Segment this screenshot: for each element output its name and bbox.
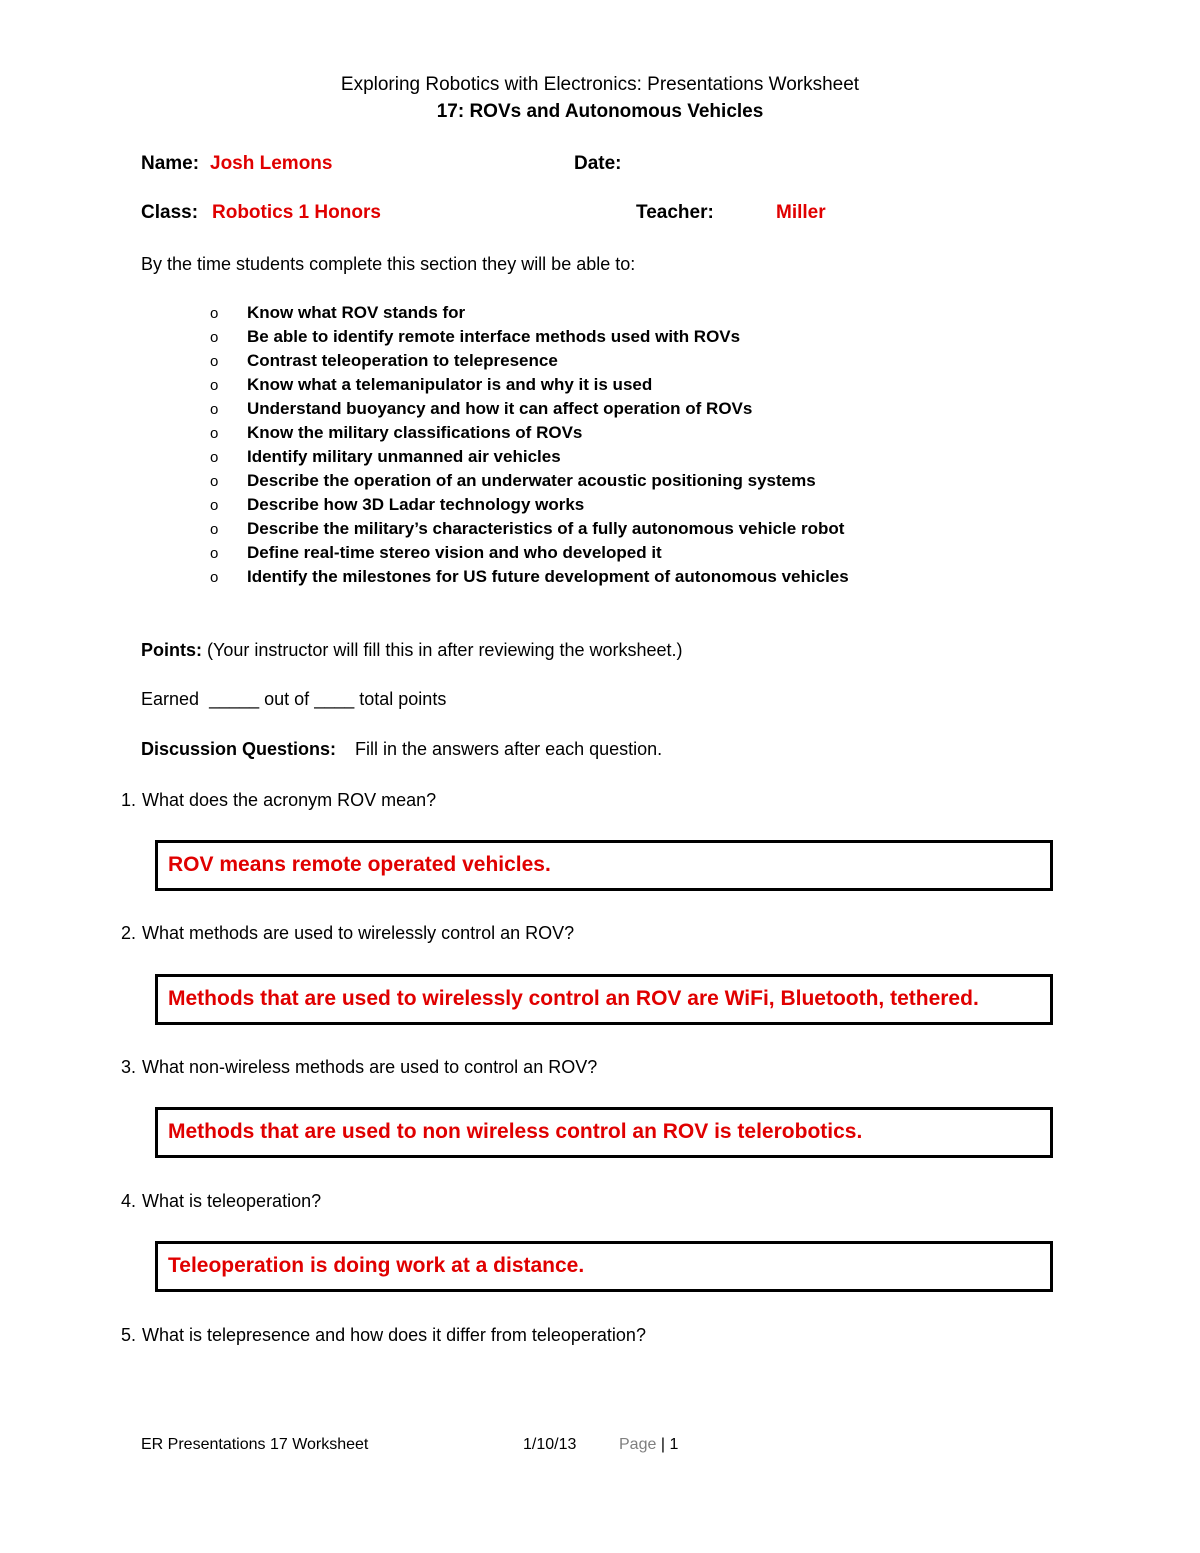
question-number: 5. bbox=[121, 1325, 137, 1345]
date-label: Date: bbox=[574, 153, 622, 174]
bullet: o bbox=[210, 425, 219, 442]
objective-text: Describe how 3D Ladar technology works bbox=[247, 495, 585, 514]
bullet: o bbox=[210, 401, 219, 418]
objectives-list bbox=[210, 301, 849, 589]
question-number: 2. bbox=[121, 923, 137, 943]
footer-page bbox=[619, 1436, 678, 1454]
answer-box-4[interactable] bbox=[155, 1241, 1053, 1292]
answer-text: Methods that are used to non wireless control an ROV is telerobotics. bbox=[168, 1120, 863, 1143]
objective-text: Be able to identify remote interface methods used with ROVs bbox=[247, 327, 741, 346]
earned-blank[interactable]: _____ bbox=[209, 689, 260, 709]
answer-text: Teleoperation is doing work at a distance. bbox=[168, 1254, 585, 1277]
objective-text: Know the military classifications of ROVs bbox=[247, 423, 583, 442]
question-5 bbox=[121, 1325, 646, 1346]
discussion-instructions: Fill in the answers after each question. bbox=[355, 739, 663, 759]
name-label: Name: bbox=[141, 153, 200, 174]
list-item bbox=[210, 469, 849, 493]
points-row bbox=[141, 640, 683, 661]
bullet: o bbox=[210, 569, 219, 586]
question-text: What is telepresence and how does it differ from teleoperation? bbox=[142, 1325, 646, 1345]
bullet: o bbox=[210, 545, 219, 562]
objective-text: Contrast teleoperation to telepresence bbox=[247, 351, 558, 370]
points-note: (Your instructor will fill this in after reviewing the worksheet.) bbox=[207, 640, 683, 660]
list-item bbox=[210, 373, 849, 397]
page-label: Page bbox=[619, 1436, 657, 1453]
answer-box-1[interactable] bbox=[155, 840, 1053, 891]
question-2 bbox=[121, 923, 574, 944]
question-text: What non-wireless methods are used to control an ROV? bbox=[142, 1057, 598, 1077]
question-number: 1. bbox=[121, 790, 137, 810]
objective-text: Know what a telemanipulator is and why it is used bbox=[247, 375, 653, 394]
footer-date: 1/10/13 bbox=[523, 1436, 577, 1453]
page-separator: | bbox=[660, 1436, 665, 1453]
question-number: 3. bbox=[121, 1057, 137, 1077]
points-label: Points: bbox=[141, 640, 202, 660]
bullet: o bbox=[210, 497, 219, 514]
intro-text: By the time students complete this section they will be able to: bbox=[141, 254, 636, 274]
objective-text: Define real-time stereo vision and who developed it bbox=[247, 543, 662, 562]
page-number: 1 bbox=[669, 1436, 679, 1453]
list-item bbox=[210, 517, 849, 541]
bullet: o bbox=[210, 449, 219, 466]
earned-row bbox=[141, 689, 446, 710]
list-item bbox=[210, 301, 849, 325]
objective-text: Identify military unmanned air vehicles bbox=[247, 447, 561, 466]
bullet: o bbox=[210, 377, 219, 394]
total-points-label: total points bbox=[359, 689, 447, 709]
class-value: Robotics 1 Honors bbox=[212, 202, 381, 223]
objective-text: Know what ROV stands for bbox=[247, 303, 466, 322]
teacher-value: Miller bbox=[776, 202, 826, 223]
earned-label: Earned bbox=[141, 689, 200, 709]
list-item bbox=[210, 541, 849, 565]
answer-box-3[interactable] bbox=[155, 1107, 1053, 1158]
objective-text: Describe the operation of an underwater acoustic positioning systems bbox=[247, 471, 816, 490]
list-item bbox=[210, 421, 849, 445]
list-item bbox=[210, 565, 849, 589]
total-blank[interactable]: ____ bbox=[314, 689, 355, 709]
question-3 bbox=[121, 1057, 597, 1078]
list-item bbox=[210, 397, 849, 421]
objective-text: Identify the milestones for US future development of autonomous vehicles bbox=[247, 567, 849, 586]
list-item bbox=[210, 493, 849, 517]
worksheet-title: Exploring Robotics with Electronics: Presentations Worksheet bbox=[340, 74, 860, 95]
list-item bbox=[210, 349, 849, 373]
question-text: What is teleoperation? bbox=[142, 1191, 322, 1211]
bullet: o bbox=[210, 305, 219, 322]
list-item bbox=[210, 325, 849, 349]
question-1 bbox=[121, 790, 436, 811]
question-4 bbox=[121, 1191, 321, 1212]
answer-text: Methods that are used to wirelessly control an ROV are WiFi, Bluetooth, tethered. bbox=[168, 987, 979, 1010]
bullet: o bbox=[210, 521, 219, 538]
bullet: o bbox=[210, 353, 219, 370]
worksheet-subtitle: 17: ROVs and Autonomous Vehicles bbox=[436, 101, 764, 122]
question-number: 4. bbox=[121, 1191, 137, 1211]
answer-box-2[interactable] bbox=[155, 974, 1053, 1025]
question-text: What does the acronym ROV mean? bbox=[142, 790, 437, 810]
bullet: o bbox=[210, 473, 219, 490]
bullet: o bbox=[210, 329, 219, 346]
answer-text: ROV means remote operated vehicles. bbox=[168, 853, 551, 876]
out-of-label: out of bbox=[264, 689, 310, 709]
teacher-label: Teacher: bbox=[636, 202, 714, 223]
objective-text: Describe the military’s characteristics of a fully autonomous vehicle robot bbox=[247, 519, 845, 538]
question-text: What methods are used to wirelessly control an ROV? bbox=[142, 923, 575, 943]
discussion-label: Discussion Questions: bbox=[141, 739, 337, 759]
footer-doc-name: ER Presentations 17 Worksheet bbox=[141, 1436, 369, 1453]
name-value: Josh Lemons bbox=[210, 153, 333, 174]
class-label: Class: bbox=[141, 202, 199, 223]
objective-text: Understand buoyancy and how it can affect operation of ROVs bbox=[247, 399, 753, 418]
list-item bbox=[210, 445, 849, 469]
